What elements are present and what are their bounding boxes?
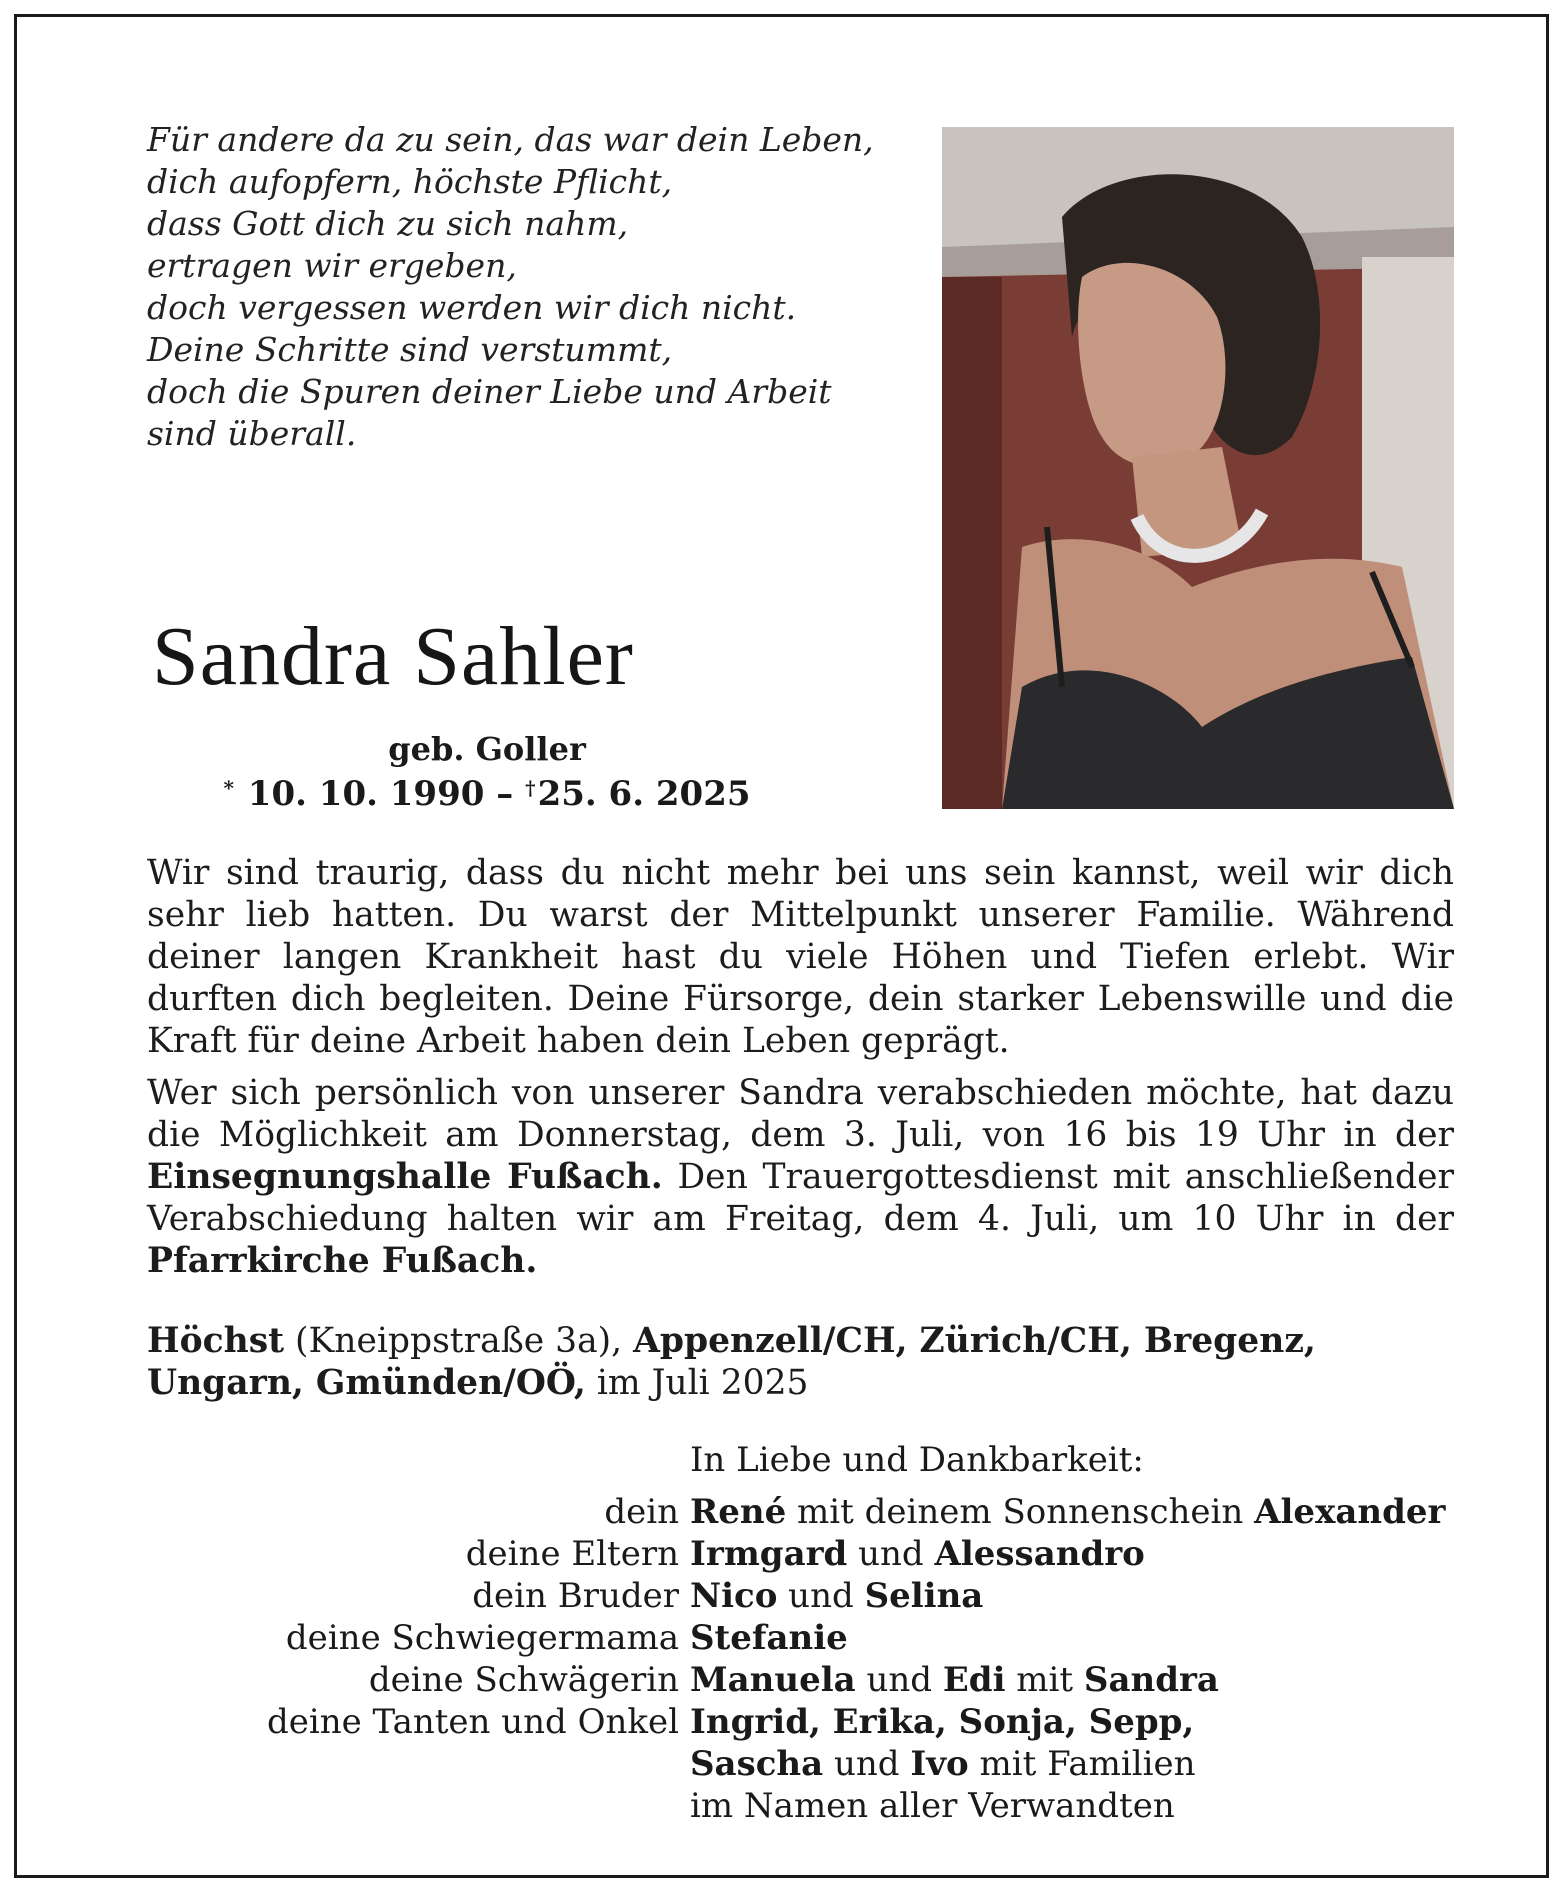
place-note: (Kneippstraße 3a), (284, 1321, 634, 1361)
family-member-name: Sascha (690, 1744, 824, 1784)
poem-line: ertragen wir ergeben, (147, 246, 517, 285)
family-names (690, 1785, 1175, 1827)
places-line (147, 1320, 1454, 1404)
poem-line: doch vergessen werden wir dich nicht. (147, 288, 797, 327)
birth-symbol: * (223, 776, 234, 800)
deceased-name: Sandra Sahler (152, 610, 634, 703)
family-names (690, 1701, 1194, 1743)
place-date: im Juli 2025 (585, 1363, 809, 1403)
family-connector: mit (1005, 1660, 1084, 1700)
family-member-name: Manuela (690, 1660, 856, 1700)
poem-line: dich aufopfern, höchste Pflicht, (147, 162, 673, 201)
family-member-name: Irmgard (690, 1534, 848, 1574)
place-main: Höchst (147, 1321, 285, 1361)
family-connector: und (847, 1534, 935, 1574)
family-row (147, 1785, 1457, 1827)
poem-line: dass Gott dich zu sich nahm, (147, 204, 629, 243)
family-relation: dein Bruder (472, 1576, 679, 1616)
poem-line: sind überall. (147, 414, 357, 453)
death-symbol: † (525, 776, 536, 800)
date-dash: – (496, 774, 514, 814)
life-dates (17, 773, 957, 815)
family-relation: deine Tanten und Onkel (266, 1702, 679, 1742)
family-row (147, 1743, 1457, 1785)
poem-line: Deine Schritte sind verstummt, (147, 330, 673, 369)
family-relation: deine Schwiegermama (285, 1618, 679, 1658)
family-connector: und (855, 1660, 943, 1700)
place-list: Appenzell/CH, Zürich/CH, Bregenz, Ungarn, Gmünden/OÖ, (147, 1321, 1316, 1403)
family-member-name: Ivo (910, 1744, 969, 1784)
family-names (690, 1575, 983, 1617)
birth-date: 10. 10. 1990 (247, 774, 485, 814)
family-member-name: Stefanie (690, 1618, 848, 1658)
family-member-name: Sandra (1083, 1660, 1219, 1700)
family-names (690, 1533, 1145, 1575)
family-member-name: Alexander (1254, 1492, 1446, 1532)
family-row (147, 1533, 1457, 1575)
family-names (690, 1491, 1445, 1533)
family-relation: dein (604, 1492, 679, 1532)
family-row (147, 1491, 1457, 1533)
family-member-name: Selina (864, 1576, 984, 1616)
text-paragraph-1: Wir sind traurig, dass du nicht mehr bei uns sein kannst, weil wir dich sehr lieb hatten. Du warst der Mittelpunkt unserer Familie. Während deiner langen Krankheit hast du viele Höhen und Tiefen erlebt. Wir durften dich begleiten. Deine Fürsorge, dein starker Lebenswille und die Kraft für deine Arbeit haben dein Leben geprägt. (147, 853, 1454, 1061)
family-member-name: Edi (942, 1660, 1006, 1700)
obituary-frame (14, 14, 1549, 1878)
family-member-name: Alessandro (934, 1534, 1145, 1574)
death-date: 25. 6. 2025 (537, 774, 751, 814)
family-connector: mit deinem Sonnenschein (786, 1492, 1255, 1532)
paragraph2-text: Den Trauergottesdienst mit anschließender Verabschiedung halten wir am Freitag, dem 4. Juli, um 10 Uhr in der (147, 1157, 1454, 1239)
paragraph2-bold: Pfarrkirche Fußach. (147, 1241, 538, 1281)
portrait-photo (942, 127, 1454, 809)
family-connector: mit Familien (968, 1744, 1196, 1784)
family-row (147, 1701, 1457, 1743)
text-paragraph-2 (147, 1072, 1454, 1282)
family-names (690, 1659, 1219, 1701)
paragraph2-bold: Einsegnungshalle Fußach. (147, 1157, 663, 1197)
family-connector: im Namen aller Verwandten (690, 1786, 1175, 1826)
poem (147, 119, 874, 455)
family-member-name: Nico (690, 1576, 778, 1616)
birth-name: geb. Goller (388, 730, 586, 768)
family-names (690, 1743, 1196, 1785)
poem-line: doch die Spuren deiner Liebe und Arbeit (147, 372, 832, 411)
family-relation: deine Schwägerin (368, 1660, 679, 1700)
family-connector: und (777, 1576, 865, 1616)
family-row (147, 1575, 1457, 1617)
family-member-name: René (690, 1492, 787, 1532)
family-relation: deine Eltern (465, 1534, 679, 1574)
family-row (147, 1659, 1457, 1701)
family-heading: In Liebe und Dankbarkeit: (690, 1440, 1144, 1480)
family-connector: und (823, 1744, 911, 1784)
paragraph2-text: Wer sich persönlich von unserer Sandra verabschieden möchte, hat dazu die Möglichkeit am Donnerstag, dem 3. Juli, von 16 bis 19 Uhr in der (147, 1073, 1454, 1155)
family-row (147, 1617, 1457, 1659)
family-member-name: Ingrid, Erika, Sonja, Sepp, (690, 1702, 1195, 1742)
family-names (690, 1617, 848, 1659)
poem-line: Für andere da zu sein, das war dein Leben, (147, 120, 874, 159)
